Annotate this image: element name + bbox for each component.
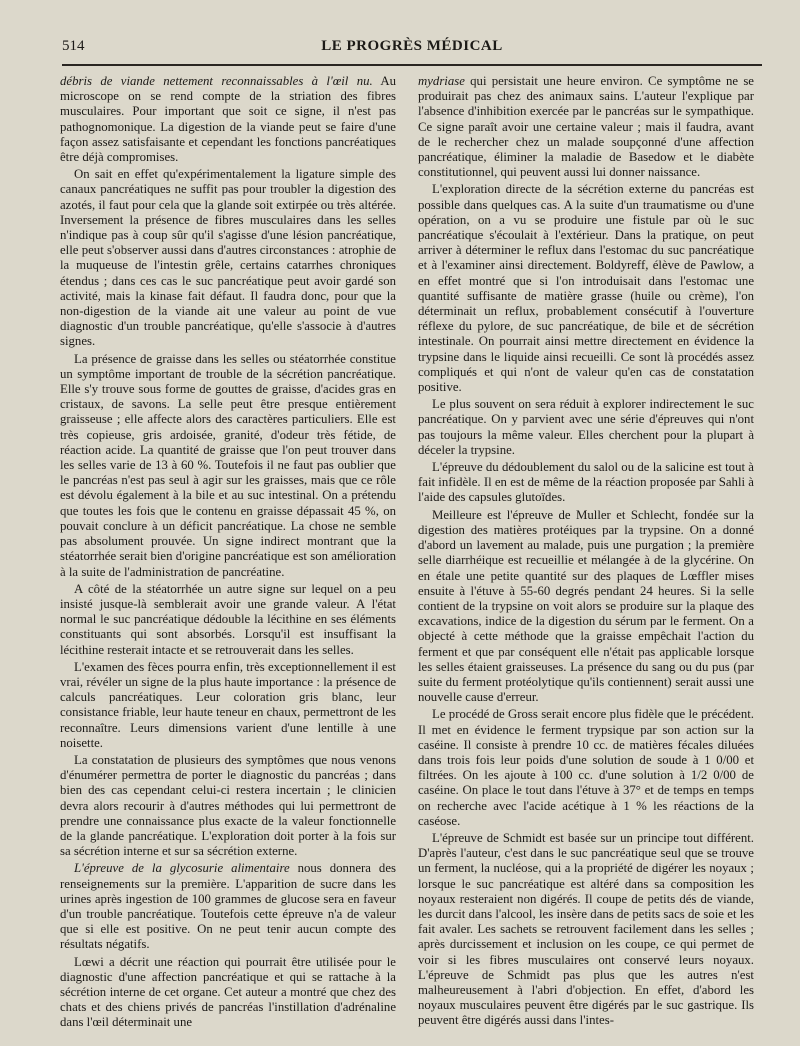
paragraph-text: nous donnera des renseignements sur la première. L'apparition de sucre dans les urines après ingestion de 100 grammes de glucose sera en faveur d'un trouble pancréatique. Toutefois cette épreuve n'a de valeur que si elle est positive. On ne peut tenir aucun compte des résultats négatifs. (60, 861, 396, 952)
paragraph-text: L'exploration directe de la sécrétion externe du pancréas est possible dans quelques cas. A la suite d'un traumatisme ou d'une opération, on a vu se produire une fistule par où le suc pancréatique s'écoulait à l'extérieur. Dans la pratique, on peut arriver à déterminer le reflux dans l'estomac du suc pancréatique et à l'examiner ainsi directement. Boldyreff, élève de Pawlow, a en effet montré que si l'on introduisait dans l'estomac une quantité suffisante de matière grasse (huile ou crème), l'on déterminait un reflux, probablement consécutif à l'ouverture réflexe du pylore, de suc pancréatique, de bile et de sécrétion intestinale. On pourrait ainsi mettre directement en évidence la trypsine dans le liquide ainsi recueilli. Ce sont là procédés assez compliqués et qui n'ont de valeur qu'en cas de constatation positive. (418, 182, 754, 395)
paragraph-text: Lœwi a décrit une réaction qui pourrait être utilisée pour le diagnostic d'une affection pancréatique et qui se rattache à la sécrétion interne de cet organe. Cet auteur a montré que chez des chats et des chiens privés de pancréas l'instillation d'adrénaline dans l'œil déterminait une (60, 954, 396, 1030)
paragraph (60, 352, 396, 580)
paragraph (60, 582, 396, 658)
italic-lead: mydriase (418, 74, 465, 88)
paragraph (418, 74, 754, 180)
page-number: 514 (62, 38, 85, 54)
page-header (62, 38, 762, 60)
paragraph (418, 397, 754, 458)
paragraph-text: L'épreuve de Schmidt est basée sur un principe tout différent. D'après l'auteur, c'est dans le suc pancréatique seul que se trouve un ferment, la nucléose, qui a la propriété de digérer les noyaux ; lorsque le suc pancréatique est altéré dans sa composition les noyaux resteraient non digérés. Il coupe de petits dés de viande, les durcit dans l'alcool, les insère dans de petits sacs de soie et les fait avaler. Les sachets se retrouvent facilement dans les selles ; après durcissement et inclusion on les coupe, ce qui permet de voir si les fibres musculaires ont conservé leurs noyaux. L'épreuve de Schmidt pas plus que les autres n'est malheureusement à l'abri d'objection. En effet, d'abord les noyaux musculaires peuvent être digérés par le suc gastrique. Ils peuvent être digérés aussi dans l'intes- (418, 830, 754, 1028)
paragraph (418, 182, 754, 395)
paragraph-text: qui persistait une heure environ. Ce symptôme ne se produirait pas chez des animaux sains. L'auteur l'explique par l'absence d'inhibition exercée par le pancréas sur le sympathique. Ce signe paraît avoir une certaine valeur ; mais il faudra, avant de le rechercher chez un malade soupçonné d'une affection pancréatique, éliminer la maladie de Basedow et le diabète constitutionnel, qui peuvent aussi lui donner naissance. (418, 74, 754, 180)
paragraph-text: Meilleure est l'épreuve de Muller et Schlecht, fondée sur la digestion des matières protéiques par la trypsine. On a donné d'abord un lavement au malade, puis une purgation ; la première selle diarrhéique est recueillie et mélangée à de la glycérine. On en étale une petite quantité sur des plaques de Lœffler mises ensuite à l'étuve à 55-60 degrés pendant 24 heures. Si la selle contient de la trypsine on voit alors se produire sur la plaque des excavations, indice de la digestion du sérum par le ferment. On a objecté à cette méthode que la graisse empêchait l'action du ferment et que par conséquent elle n'était pas applicable lorsque les selles étaient graisseuses. La présence du sang ou du pus (par suite du ferment protéolytique qu'ils contiennent) serait aussi une nouvelle cause d'erreur. (418, 507, 754, 705)
journal-title: LE PROGRÈS MÉDICAL (321, 38, 503, 54)
paragraph-text: Le procédé de Gross serait encore plus fidèle que le précédent. Il met en évidence le ferment trypsique par son action sur la caséine. Il consiste à prendre 10 cc. de matières fécales diluées dans trois fois leur poids d'une solution de soude à 1 0/00 et filtrées. On les ajoute à 100 cc. d'une solution à 1/2 0/00 de caséine. On place le tout dans l'étuve à 37° et de temps en temps on recherche avec l'acide acétique à 1 % les réactions de la caséose. (418, 707, 754, 828)
paragraph-text: A côté de la stéatorrhée un autre signe sur lequel on a peu insisté jusque-là semblerait avoir une grande valeur. A l'état normal le suc pancréatique dédouble la lécithine en ses éléments constituants qui sont absorbés. Lorsqu'il est insuffisant la lécithine resterait intacte et se retrouverait dans les selles. (60, 581, 396, 657)
paragraph-text: Le plus souvent on sera réduit à explorer indirectement le suc pancréatique. On y parvient avec une série d'épreuves qui n'ont pas toujours la même valeur. Elles cherchent pour la plupart à déceler la trypsine. (418, 397, 754, 457)
paragraph-text: On sait en effet qu'expérimentalement la ligature simple des canaux pancréatiques ne suffit pas pour troubler la digestion des azotés, il faut pour cela que la glande soit extirpée ou très altérée. Inversement la présence de fibres musculaires dans les selles n'indique pas à coup sûr qu'il s'agisse d'une lésion pancréatique, elle peut s'observer aussi dans d'autres circonstances : atrophie de la muqueuse de l'intestin grêle, certains catarrhes chroniques étendus ; dans ces cas le suc pancréatique peut avoir gardé son activité, mais la kinase fait défaut. Il faudra donc, pour que la non-digestion de la viande ait une valeur au point de vue diagnostic d'un trouble pancréatique, qu'elle s'associe à d'autres signes. (60, 167, 396, 349)
paragraph (60, 74, 396, 165)
paragraph (60, 753, 396, 859)
header-rule (62, 64, 762, 66)
paragraph (60, 167, 396, 349)
paragraph (60, 955, 396, 1031)
paragraph-text: Au microscope on se rend compte de la striation des fibres musculaires. Pour important que soit ce signe, il n'est pas pathognomonique. La digestion de la viande peut se faire d'une façon assez satisfaisante et cependant les fonctions pancréatiques être déjà compromises. (60, 74, 396, 165)
paragraph (418, 508, 754, 706)
paragraph (60, 660, 396, 751)
paragraph (60, 861, 396, 952)
paragraph (418, 460, 754, 506)
paragraph (418, 707, 754, 829)
italic-lead: L'épreuve de la glycosurie alimentaire (74, 861, 290, 876)
paragraph-text: La constatation de plusieurs des symptômes que nous venons d'énumérer permettra de porter le diagnostic du pancréas ; dans bien des cas cependant celui-ci restera incertain ; le clinicien devra alors recourir à d'autres méthodes qui lui permettront de prendre une connaissance plus exacte de la valeur fonctionnelle de la glande pancréatique. L'exploration doit porter à la fois sur sa sécrétion interne et sur sa sécrétion externe. (60, 752, 396, 859)
paragraph (418, 831, 754, 1029)
paragraph-text: L'épreuve du dédoublement du salol ou de la salicine est tout à fait infidèle. Il en est de même de la réaction proposée par Sahli à l'aide des capsules glutoïdes. (418, 460, 754, 505)
left-column (60, 74, 396, 1034)
italic-lead: débris de viande nettement reconnaissables à l'œil nu. (60, 74, 373, 88)
paragraph-text: La présence de graisse dans les selles ou stéatorrhée constitue un symptôme important de trouble de la sécrétion pancréatique. Elle s'y trouve sous forme de gouttes de graisse, d'acides gras en cristaux, de savons. La selle peut être presque entièrement graisseuse ; elle affecte alors des caractères particuliers. Elle est très copieuse, gris ardoisée, granité, d'odeur très fétide, de réaction acide. La quantité de graisse que l'on peut trouver dans les selles varie de 13 à 60 %. Toutefois il ne faut pas oublier que le pancréas n'est pas seul à agir sur les graisses, mais que ce rôle est dévolu également à la bile et au suc intestinal. On a prétendu que toutes les fois que le contenu en graisse dépassait 45 %, on pouvait conclure à un déficit pancréatique. La chose ne semble pas absolument prouvée. Un signe indirect montrant que la stéatorrhée serait bien d'origine pancréatique est son amélioration à la suite de l'administration de pancréatine. (60, 351, 396, 579)
right-column (418, 74, 754, 1034)
paragraph-text: L'examen des fèces pourra enfin, très exceptionnellement il est vrai, révéler un signe de la plus haute importance : la présence de calculs pancréatiques. Leur coloration gris blanc, leur consistance friable, leur haute teneur en chaux, permettront de les reconnaître. Leurs dimensions varient d'une lentille à une noisette. (60, 659, 396, 750)
